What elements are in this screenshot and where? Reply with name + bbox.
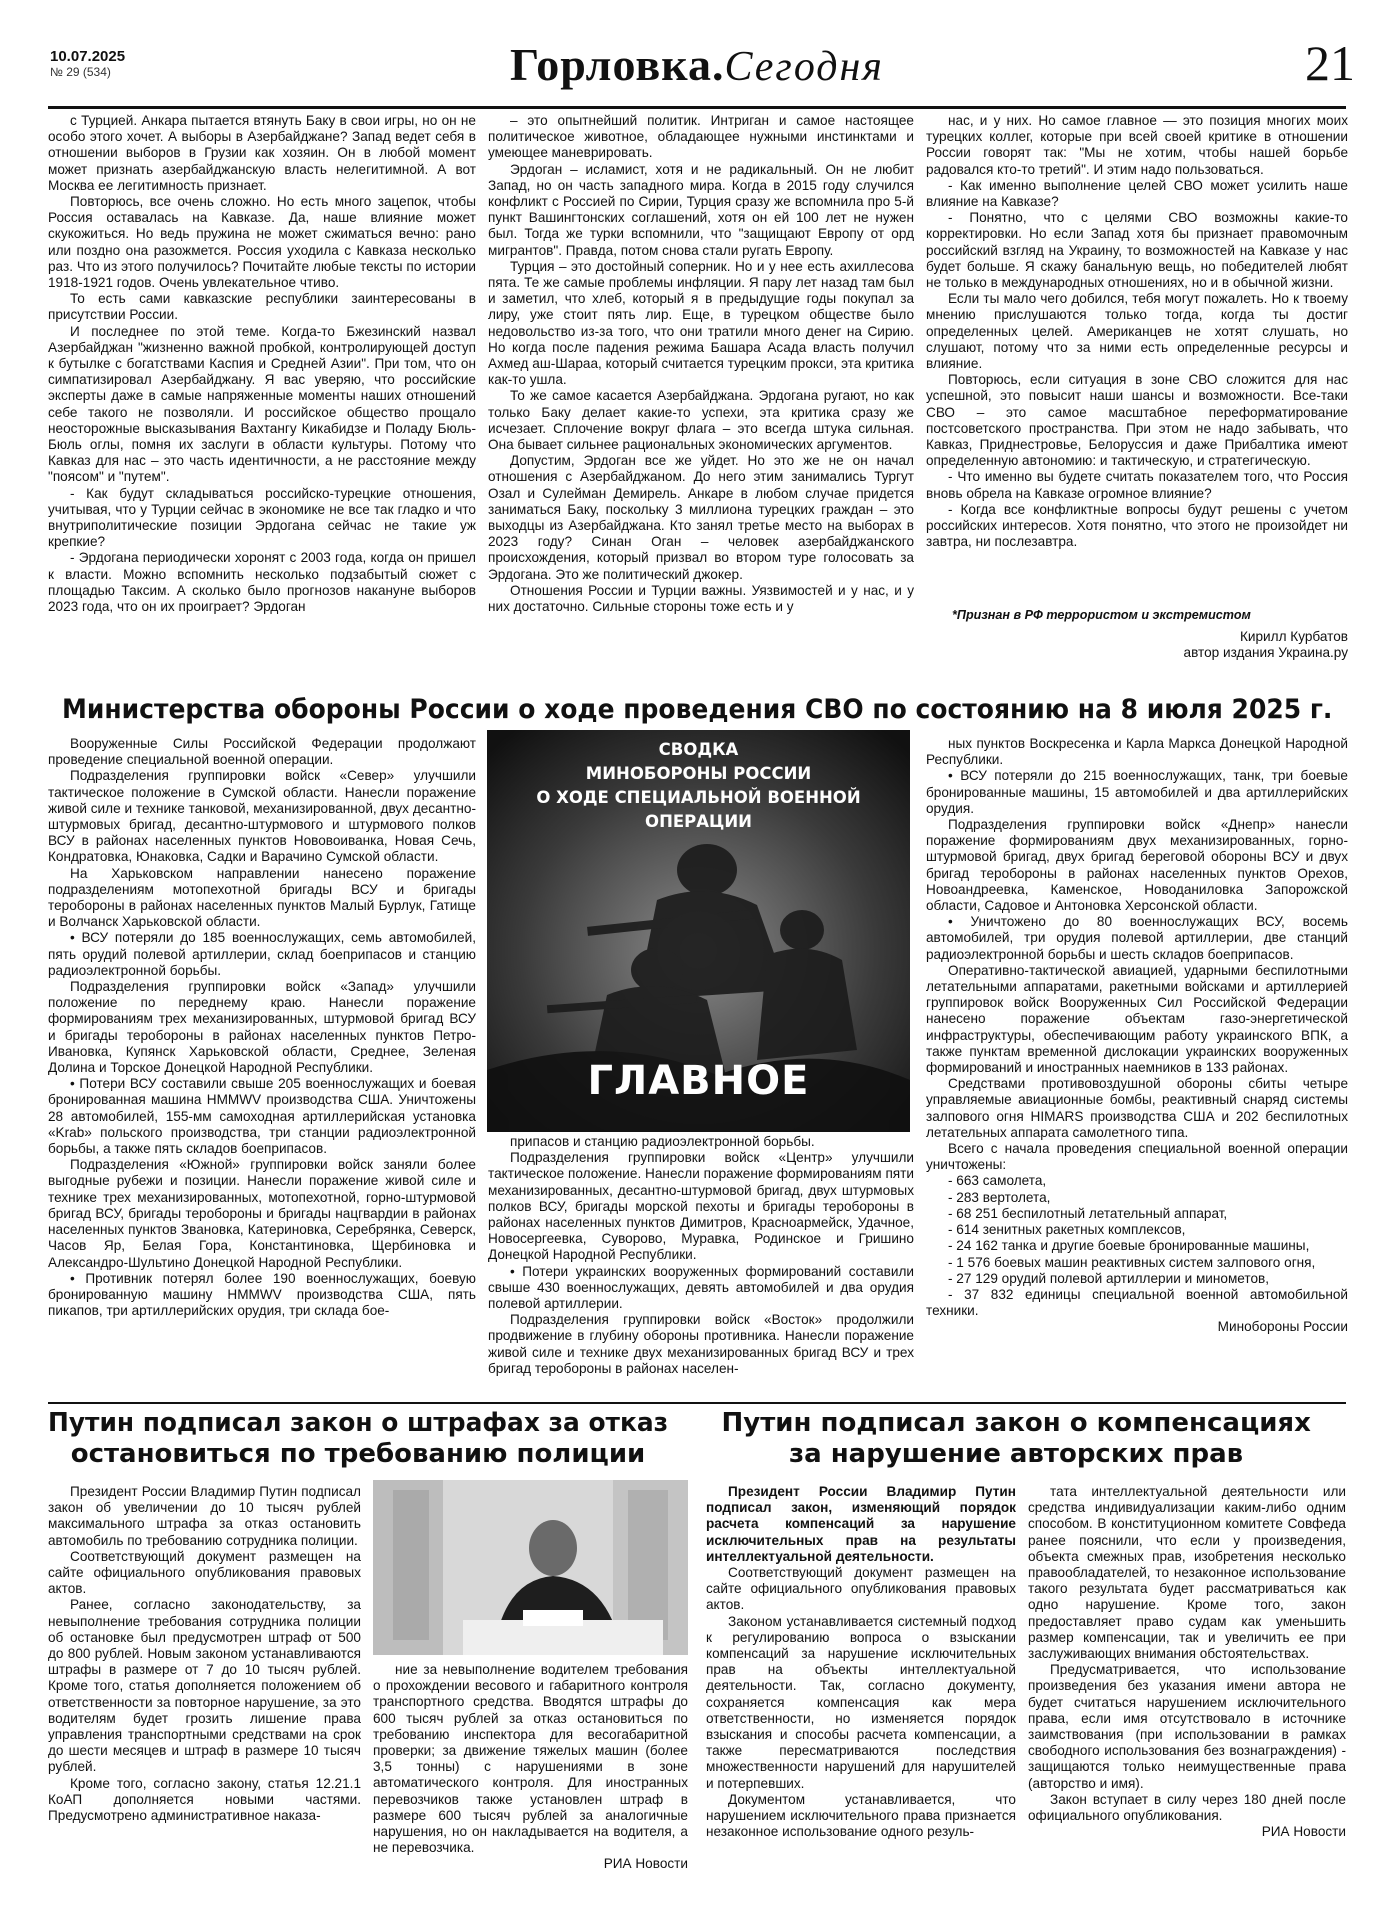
paragraph: тата интеллектуальной деятельности или средства индивидуализации каким-либо одним способом. В конституционном комитете Совфеда ранее пояснили, что если у произведения, объекта смежных прав, изобретения несколько правообладателей, то незаконное использование такого результата будет рассматриваться как одно нарушение. Кроме того, закон предоставляет право судам как уменьшить размер компенсации, так и увеличить ее при заслуживающих внимания обстоятельствах. [1028, 1484, 1346, 1662]
paragraph: Эрдоган – исламист, хотя и не радикальный. Он не любит Запад, но он часть западного мира. Когда в 2015 году случился конфликт с Россией по Сирии, Турция сразу же вспомнила про 5-й пункт Вашингтонских соглашений, хотя он ей 100 лет не нужен был. Тогда же турки вспомнили, что "защищают Европу от орд мигрантов". Правда, потом снова стали ругать Европу. [488, 161, 914, 258]
article2-source: Минобороны России [1217, 1319, 1348, 1335]
article2-column-3 [926, 736, 1348, 1400]
paragraph: Подразделения группировки войск «Запад» улучшили положение по переднему краю. Нанесли поражение формированиям трех механизированных, штурмовой бригад ВСУ и бригады теробороны в районах населенных пунктов Петро-Ивановка, Купянск Харьковской области, Среднее, Зеленая Долина и Торское Донецкой Народной Республики. [48, 979, 476, 1076]
paragraph: • Уничтожено до 80 военнослужащих ВСУ, восемь автомобилей, три орудия полевой артиллерии, две станций радиоэлектронной борьбы и шесть складов боеприпасов. [926, 914, 1348, 962]
article3-column-2 [373, 1662, 688, 1908]
article2-column-1 [48, 736, 476, 1400]
paragraph: Соответствующий документ размещен на сайте официального опубликования правовых актов. [706, 1565, 1016, 1613]
article4-lead: Президент России Владимир Путин подписал закон, изменяющий порядок расчета компенсаций за нарушение исключительных прав на результаты интеллектуальной деятельности. [706, 1484, 1016, 1564]
issue-number: № 29 (534) [50, 65, 111, 79]
image-caption-line-3: О ХОДЕ СПЕЦИАЛЬНОЙ ВОЕННОЙ ОПЕРАЦИИ [536, 788, 861, 831]
paragraph: с Турцией. Анкара пытается втянуть Баку в свои игры, но он не особо этого хочет. А выборы в Азербайджане? Запад ведет себя в отношении выборов в Грузии как хозяин. Он в любой момент может признать азербайджанскую власть нелегитимной. А вот Москва ее легитимность признает. [48, 113, 476, 193]
paragraph: Закон вступает в силу через 180 дней после официального опубликования. [1028, 1791, 1346, 1824]
paragraph: Подразделения группировки войск «Центр» улучшили тактическое положение. Нанесли поражение формированиям пяти механизированных, десантно-штурмовой бригад, двух штурмовых полков ВСУ, бригады морской пехоты и бригады теробороны в районах населенных пунктов Димитров, Красноармейск, Удачное, Новосергеевка, Суворово, Муравка, Родинское и Гришино Донецкой Народной Республики. [488, 1150, 914, 1263]
paragraph: Допустим, Эрдоган все же уйдет. Но это же не он начал отношения с Азербайджаном. До него этим занимались Тургут Озал и Сулейман Демирель. Анкаре в любом случае придется заниматься Баку, поскольку 3 миллиона турецких граждан – это выходцы из Азербайджана. Кто занял третье место на выборах в 2023 году? Синан Оган – человек азербайджанского происхождения, который призвал во втором туре голосовать за Эрдогана. Это же политический джокер. [488, 453, 914, 582]
article3-headline-line-1: Путин подписал закон о штрафах за отказ [48, 1408, 669, 1438]
paragraph: Отношения России и Турции важны. Уязвимостей и у нас, и у них достаточно. Сильные стороны тоже есть и у [488, 582, 914, 615]
list-item: - 663 самолета, [948, 1173, 1047, 1189]
paragraph: Подразделения «Южной» группировки войск заняли более выгодные рубежи и позиции. Нанесли поражение живой силе и технике трех механизированных, мотопехотной, горно-штурмовой бригад ВСУ, бригады теробороны и бригады нацгвардии в районах населенных пунктов Звановка, Катериновка, Серебрянка, Северск, Часов Яр, Белая Гора, Константиновка, Щербиновка и Александро-Шультино Донецкой Народной Республики. [48, 1157, 476, 1270]
image-caption-bottom: ГЛАВНОЕ [587, 1058, 810, 1104]
article4-headline-line-1: Путин подписал закон о компенсациях [721, 1408, 1311, 1438]
article3-source: РИА Новости [603, 1856, 688, 1872]
paragraph: • Противник потерял более 190 военнослужащих, боевую бронированную машину HMMWV производства США, пять пикапов, три артиллерийских орудия, три склада бое- [48, 1270, 476, 1319]
article1-column-1 [48, 113, 476, 693]
paragraph: Средствами противовоздушной обороны сбиты четыре управляемые авиационные бомбы, реактивный снаряд системы залпового огня HIMARS производства США и 202 беспилотных летательных аппарата самолетного типа. [926, 1076, 1348, 1140]
list-item: - 24 162 танка и другие боевые бронированные машины, [948, 1238, 1310, 1254]
paragraph: На Харьковском направлении нанесено поражение подразделениям мотопехотной бригады ВСУ и бригады теробороны в районах населенных пунктов Малый Бурлук, Гатище и Волчанск Харьковской области. [48, 865, 476, 930]
title-sub: Сегодня [724, 44, 884, 90]
article3-headline [48, 1408, 688, 1470]
paragraph: - Что именно вы будете считать показателем того, что Россия вновь обрела на Кавказе огромное влияние? [926, 469, 1348, 501]
list-item: - 37 832 единицы специальной военной автомобильной техники. [926, 1286, 1348, 1319]
article2-column-2 [488, 1134, 914, 1400]
paragraph: Документом устанавливается, что нарушением исключительного права признается незаконное использование одного резуль- [706, 1791, 1016, 1840]
list-item: - 27 129 орудий полевой артиллерии и минометов, [948, 1270, 1270, 1286]
article3-headline-line-2: остановиться по требованию полиции [70, 1439, 646, 1469]
paragraph: нас, и у них. Но самое главное — это позиция многих моих турецких коллег, которые при всей своей критике в отношении России говорят так: "Мы не хотим, чтобы нашей борьбе радовался кто-то третий". И этим надо пользоваться. [926, 113, 1348, 177]
paragraph: То же самое касается Азербайджана. Эрдогана ругают, но как только Баку делает какие-то успехи, эта критика сразу же исчезает. Сплочение вокруг флага – это всегда штука сильная. Она бывает сильнее рациональных экономических аргументов. [488, 388, 914, 453]
header-rule [48, 106, 1346, 109]
newspaper-title [510, 38, 884, 91]
paragraph: • Потери ВСУ составили свыше 205 военнослужащих и боевая бронированная машина HMMWV производства США. Уничтожены 28 автомобилей, 155-мм самоходная артиллерийская установка «Krab» польского производства, три станции радиоэлектронной борьбы, а также пять складов боеприпасов. [48, 1076, 476, 1157]
article4-source: РИА Новости [1261, 1824, 1346, 1840]
paragraph: - Как именно выполнение целей СВО может усилить наше влияние на Кавказе? [926, 177, 1348, 210]
article3-column-1 [48, 1484, 361, 1908]
footnote: *Признан в РФ террористом и экстремистом [952, 608, 1251, 622]
image-caption-line-2: МИНОБОРОНЫ РОССИИ [585, 764, 812, 783]
article4-headline-line-2: за нарушение авторских прав [789, 1439, 1244, 1469]
paragraph: Вооруженные Силы Российской Федерации продолжают проведение специальной военной операции. [48, 736, 476, 768]
article1-footer [926, 607, 1348, 693]
paragraph: Президент России Владимир Путин подписал закон об увеличении до 10 тысяч рублей максимального штрафа за отказ остановить автомобиль по требованию сотрудника полиции. [48, 1484, 361, 1548]
image-caption-top [487, 738, 910, 834]
paragraph: припасов и станцию радиоэлектронной борьбы. [510, 1134, 815, 1149]
svo-summary-image [487, 730, 910, 1132]
putin-signing-photo [373, 1480, 688, 1655]
paragraph: Повторюсь, все очень сложно. Но есть много зацепок, чтобы Россия оставалась на Кавказе. Да, наше влияние может скукожиться. Но ведь пружина не может сжиматься вечно: рано или поздно она разожмется. Россия уходила с Кавказа несколько раз. Что из этого получилось? Почитайте любые тексты по истории 1918-1921 годов. Очень увлекательное чтиво. [48, 194, 476, 291]
paragraph: Повторюсь, если ситуация в зоне СВО сложится для нас успешной, это повысит наши шансы и возможности. Все-таки СВО – это самое масштабное переформатирование постсоветского пространства. При этом не надо забывать, что Кавказ, Приднестровье, Белоруссия и даже Прибалтика имеют определенную автономию: и тактическую, и стратегическую. [926, 372, 1348, 469]
issue-date: 10.07.2025 [50, 48, 126, 65]
article2-column-3-paragraphs [926, 736, 1348, 1173]
paragraph: • Потери украинских вооруженных формирований составили свыше 430 военнослужащих, девять автомобилей и два орудия полевой артиллерии. [488, 1263, 914, 1312]
page-number: 21 [1305, 35, 1355, 91]
paragraph: Всего с начала проведения специальной военной операции уничтожены: [926, 1141, 1348, 1173]
article4-column-1-paragraphs [706, 1565, 1016, 1840]
paragraph: • ВСУ потеряли до 185 военнослужащих, семь автомобилей, пять орудий полевой артиллерии, склад боеприпасов и станцию радиоэлектронной борьбы. [48, 930, 476, 978]
paragraph: Кроме того, согласно закону, статья 12.21.1 КоАП дополняется новыми частями. Предусмотрено административное наказа- [48, 1775, 361, 1824]
destroyed-equipment-list [926, 1173, 1348, 1319]
list-item: - 614 зенитных ракетных комплексов, [948, 1222, 1186, 1238]
paragraph: ных пунктов Воскресенка и Карла Маркса Донецкой Народной Республики. [926, 736, 1348, 768]
paragraph: Соответствующий документ размещен на сайте официального опубликования правовых актов. [48, 1548, 361, 1597]
article4-headline [706, 1408, 1346, 1470]
title-main: Горловка. [510, 39, 725, 90]
paragraph: - Эрдогана периодически хоронят с 2003 года, когда он пришел к власти. Можно вспомнить несколько подзабытый сюжет с площадью Таксим. А сколько было прогнозов накануне выборов 2023 года, что он их проиграет? Эрдоган [48, 550, 476, 615]
image-caption-line-1: СВОДКА [658, 740, 739, 759]
paragraph: Если ты мало чего добился, тебя могут пожалеть. Но к твоему мнению прислушаются только тогда, когда ты достиг определенных целей. Американцев не хотят слушать, но слушают, потому что за ними есть определенные ресурсы и влияние. [926, 291, 1348, 372]
paragraph: Предусматривается, что использование произведения без указания имени автора не будет считаться нарушением исключительного права, если имя отсутствовало в источнике заимствования (при использовании в рамках свободного использования без вознаграждения) - защищаются только неимущественные права (авторство и имя). [1028, 1662, 1346, 1791]
paragraph: – это опытнейший политик. Интриган и самое настоящее политическое животное, обладающее нужными инстинктами и умеющее маневрировать. [488, 113, 914, 161]
article4-column-2 [1028, 1484, 1346, 1908]
section-rule [48, 1402, 1346, 1404]
paragraph: ние за невыполнение водителем требования о прохождении весового и габаритного контроля транспортного средства. Вводятся штрафы до 600 тысяч рублей за отказ остановиться по требованию инспектора для весогабаритной проверки; за движение тяжелых машин (более 3,5 тонны) с нарушениями в зоне автоматического контроля. Для иностранных перевозчиков также установлен штраф в размере 600 тысяч рублей за аналогичные нарушения, но он накладывается на водителя, а не перевозчика. [373, 1662, 688, 1856]
paragraph: Подразделения группировки войск «Север» улучшили тактическое положение в Сумской области. Нанесли поражение живой силе и технике танковой, механизированной, двух десантно-штурмовых бригад, десантно-штурмового и штурмового полков ВСУ в районах населенных пунктов Нововоиванка, Новая Сечь, Кондратовка, Юнаковка, Садки и Варачино Сумской области. [48, 768, 476, 865]
paragraph: Турция – это достойный соперник. Но и у нее есть ахиллесова пята. Те же самые проблемы инфляции. Я пару лет назад там был и заметил, что хлеб, который я в предыдущие годы покупал за лиру, уже стоит пять лир. Еще, в турецком обществе было недовольство из-за того, что они тратили много денег на Сирию. Но когда после падения режима Башара Асада власть получил Ахмед аш-Шараа, который считается турецким прокси, эта критика как-то ушла. [488, 258, 914, 388]
author-name: Кирилл Курбатов [1239, 629, 1348, 645]
photo-illustration [373, 1480, 688, 1655]
article1-column-3 [926, 113, 1348, 607]
list-item: - 68 251 беспилотный летательный аппарат, [948, 1205, 1228, 1221]
paragraph: Ранее, согласно законодательству, за невыполнение требования сотрудника полиции об остановке был предусмотрен штраф от 500 до 800 рублей. Новым законом устанавливаются штрафы в размере от 7 до 10 тысяч рублей. Кроме того, статья дополняется положением об ответственности за повторное нарушение, за это водителям будет грозить лишение права управления транспортными средствами на срок до шести месяцев и штраф в размере 10 тысяч рублей. [48, 1597, 361, 1775]
article1-column-2 [488, 113, 914, 693]
article2-headline: Министерства обороны России о ходе проведения СВО по состоянию на 8 июля 2025 г. [62, 694, 1333, 725]
paragraph: - Как будут складываться российско-турецкие отношения, учитывая, что у Турции сейчас в экономике не все так гладко и что внутриполитические позиции Эрдогана сейчас не такие уж крепкие? [48, 485, 476, 550]
paragraph: Подразделения группировки войск «Восток» продолжили продвижение в глубину обороны противника. Нанесли поражение живой силе и технике двух механизированных бригад ВСУ и трех бригад теробороны в районах населен- [488, 1312, 914, 1376]
paragraph: То есть сами кавказские республики заинтересованы в присутствии России. [48, 291, 476, 323]
paragraph: - Понятно, что с целями СВО возможны какие-то корректировки. Но если Запад хотя бы признает правомочным российский взгляд на Украину, то возможностей на Кавказе у нас будет больше. Я скажу банальную вещь, но победителей любят не только в международных отношениях, но и в обычной жизни. [926, 210, 1348, 291]
list-item: - 1 576 боевых машин реактивных систем залпового огня, [948, 1254, 1316, 1270]
author-title: автор издания Украина.ру [1183, 645, 1348, 661]
paragraph: И последнее по этой теме. Когда-то Бжезинский назвал Азербайджан "жизненно важной пробкой, контролирующей доступ к бутылке с богатствами Каспия и Средней Азии". При том, что он симпатизировал Азербайджану. Я вас уверяю, что российские эксперты даже в самые напряженные моменты наших отношений себе такого не позволяли. И российское общество прощало неосторожные высказывания Вахтангу Кикабидзе и Поладу Бюль-Бюль оглы, помня их заслуги в области культуры. Потому что Кавказ для нас – это часть идентичности, а не расстояние между "поясом" и "путем". [48, 323, 476, 485]
article4-column-1 [706, 1484, 1016, 1908]
paragraph: Подразделения группировки войск «Днепр» нанесли поражение формированиям двух механизированных, горно-штурмовой бригад, двух бригад береговой обороны ВСУ и двух бригад теробороны в районах населенных пунктов Орехов, Новоандреевка, Каменское, Новоданиловка Запорожской области, Садовое и Антоновка Херсонской области. [926, 817, 1348, 914]
paragraph: Законом устанавливается системный подход к регулированию вопроса о взыскании компенсаций за нарушение исключительных прав на объекты интеллектуальной деятельности. Так, согласно документу, сохраняется компенсация как мера ответственности, но изменяется порядок взыскания и способы расчета компенсации, а также пересматриваются последствия множественности нарушений для нарушителей и потерпевших. [706, 1613, 1016, 1791]
paragraph: • ВСУ потеряли до 215 военнослужащих, танк, три боевые бронированные машины, 15 автомобилей и два артиллерийских орудия. [926, 768, 1348, 816]
list-item: - 283 вертолета, [948, 1189, 1051, 1205]
paragraph: - Когда все конфликтные вопросы будут решены с учетом российских интересов. Хотя понятно, что этого не произойдет ни завтра, ни послезавтра. [926, 501, 1348, 550]
paragraph: Оперативно-тактической авиацией, ударными беспилотными летательными аппаратами, ракетными войсками и артиллерией группировок войск Вооруженных Сил Российской Федерации нанесено поражение объектам газо-энергетической инфраструктуры, обеспечивающим работу украинского ВПК, а также пунктам временной дислокации украинских вооруженных формирований и иностранных наемников в 133 районах. [926, 962, 1348, 1076]
